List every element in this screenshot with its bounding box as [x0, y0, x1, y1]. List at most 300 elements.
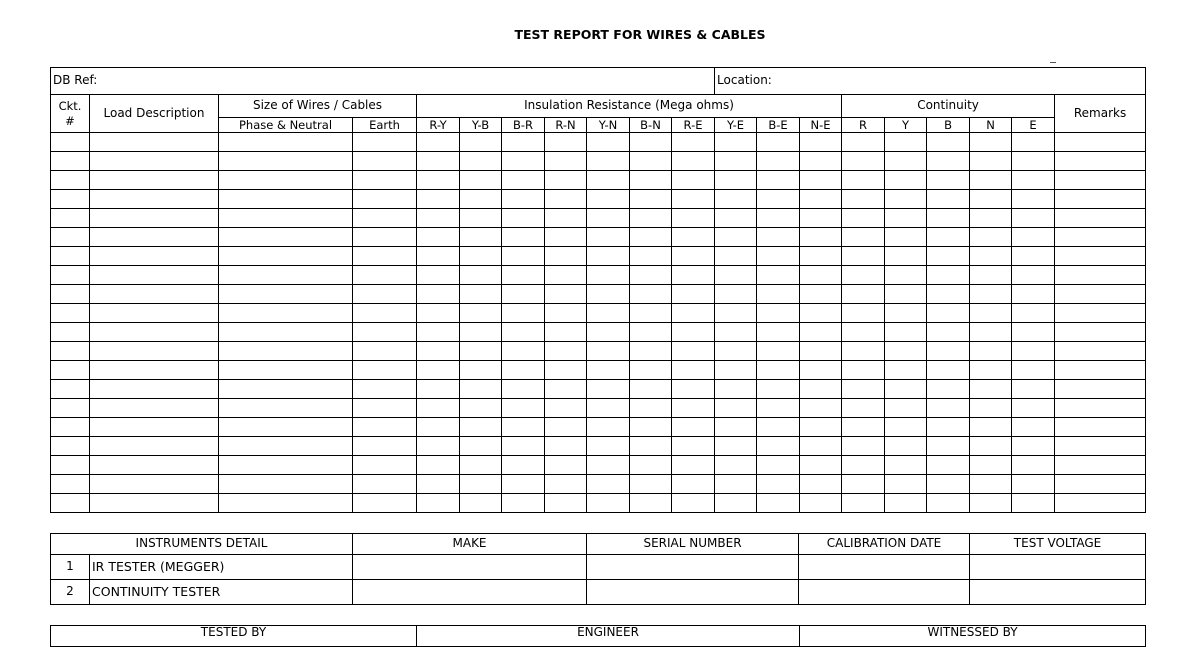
data-cell[interactable] — [927, 228, 970, 247]
data-cell[interactable] — [460, 133, 502, 152]
data-cell[interactable] — [51, 456, 90, 475]
data-cell[interactable] — [545, 399, 587, 418]
data-cell[interactable] — [672, 171, 715, 190]
data-cell[interactable] — [842, 247, 885, 266]
data-cell[interactable] — [630, 133, 672, 152]
data-cell[interactable] — [90, 285, 219, 304]
data-cell[interactable] — [630, 266, 672, 285]
data-cell[interactable] — [353, 456, 417, 475]
data-cell[interactable] — [417, 209, 460, 228]
data-cell[interactable] — [842, 437, 885, 456]
data-cell[interactable] — [502, 323, 545, 342]
data-cell[interactable] — [460, 285, 502, 304]
data-cell[interactable] — [630, 399, 672, 418]
data-cell[interactable] — [460, 304, 502, 323]
instrument-make-cell[interactable] — [353, 580, 587, 605]
data-cell[interactable] — [630, 171, 672, 190]
data-cell[interactable] — [630, 361, 672, 380]
data-cell[interactable] — [90, 399, 219, 418]
data-cell[interactable] — [417, 190, 460, 209]
data-cell[interactable] — [587, 418, 630, 437]
data-cell[interactable] — [672, 342, 715, 361]
data-cell[interactable] — [630, 323, 672, 342]
data-cell[interactable] — [51, 190, 90, 209]
data-cell[interactable] — [885, 456, 927, 475]
data-cell[interactable] — [545, 285, 587, 304]
data-cell[interactable] — [630, 494, 672, 513]
data-cell[interactable] — [715, 342, 757, 361]
data-cell[interactable] — [842, 494, 885, 513]
data-cell[interactable] — [502, 380, 545, 399]
data-cell[interactable] — [927, 380, 970, 399]
data-cell[interactable] — [715, 475, 757, 494]
data-cell[interactable] — [587, 380, 630, 399]
data-cell[interactable] — [502, 304, 545, 323]
data-cell[interactable] — [417, 228, 460, 247]
data-cell[interactable] — [672, 209, 715, 228]
data-cell[interactable] — [842, 361, 885, 380]
data-cell[interactable] — [1012, 266, 1055, 285]
instrument-calibration-cell[interactable] — [799, 580, 970, 605]
data-cell[interactable] — [1012, 380, 1055, 399]
data-cell[interactable] — [800, 437, 842, 456]
data-cell[interactable] — [1055, 133, 1146, 152]
data-cell[interactable] — [757, 266, 800, 285]
data-cell[interactable] — [460, 399, 502, 418]
data-cell[interactable] — [90, 323, 219, 342]
data-cell[interactable] — [417, 494, 460, 513]
data-cell[interactable] — [51, 475, 90, 494]
data-cell[interactable] — [715, 304, 757, 323]
data-cell[interactable] — [970, 380, 1012, 399]
data-cell[interactable] — [1012, 133, 1055, 152]
data-cell[interactable] — [800, 228, 842, 247]
data-cell[interactable] — [1055, 456, 1146, 475]
data-cell[interactable] — [417, 342, 460, 361]
data-cell[interactable] — [1012, 304, 1055, 323]
data-cell[interactable] — [630, 475, 672, 494]
location-field[interactable]: Location: — [715, 68, 1146, 95]
data-cell[interactable] — [757, 152, 800, 171]
data-cell[interactable] — [587, 190, 630, 209]
data-cell[interactable] — [502, 171, 545, 190]
data-cell[interactable] — [1055, 380, 1146, 399]
data-cell[interactable] — [842, 323, 885, 342]
data-cell[interactable] — [587, 247, 630, 266]
data-cell[interactable] — [757, 437, 800, 456]
data-cell[interactable] — [587, 399, 630, 418]
data-cell[interactable] — [970, 437, 1012, 456]
data-cell[interactable] — [353, 209, 417, 228]
data-cell[interactable] — [885, 380, 927, 399]
data-cell[interactable] — [927, 418, 970, 437]
data-cell[interactable] — [970, 133, 1012, 152]
data-cell[interactable] — [51, 152, 90, 171]
data-cell[interactable] — [800, 304, 842, 323]
data-cell[interactable] — [587, 342, 630, 361]
data-cell[interactable] — [587, 209, 630, 228]
data-cell[interactable] — [715, 285, 757, 304]
data-cell[interactable] — [842, 418, 885, 437]
data-cell[interactable] — [885, 133, 927, 152]
data-cell[interactable] — [545, 342, 587, 361]
data-cell[interactable] — [715, 133, 757, 152]
data-cell[interactable] — [1012, 228, 1055, 247]
data-cell[interactable] — [417, 399, 460, 418]
data-cell[interactable] — [90, 152, 219, 171]
data-cell[interactable] — [757, 342, 800, 361]
data-cell[interactable] — [800, 209, 842, 228]
data-cell[interactable] — [885, 418, 927, 437]
data-cell[interactable] — [353, 437, 417, 456]
data-cell[interactable] — [757, 418, 800, 437]
data-cell[interactable] — [1055, 304, 1146, 323]
data-cell[interactable] — [927, 399, 970, 418]
data-cell[interactable] — [219, 399, 353, 418]
data-cell[interactable] — [970, 342, 1012, 361]
data-cell[interactable] — [353, 266, 417, 285]
instrument-calibration-cell[interactable] — [799, 555, 970, 580]
data-cell[interactable] — [800, 494, 842, 513]
data-cell[interactable] — [502, 342, 545, 361]
data-cell[interactable] — [757, 323, 800, 342]
data-cell[interactable] — [1055, 285, 1146, 304]
data-cell[interactable] — [927, 342, 970, 361]
data-cell[interactable] — [90, 247, 219, 266]
data-cell[interactable] — [51, 247, 90, 266]
data-cell[interactable] — [757, 494, 800, 513]
data-cell[interactable] — [672, 133, 715, 152]
data-cell[interactable] — [587, 494, 630, 513]
data-cell[interactable] — [353, 152, 417, 171]
data-cell[interactable] — [927, 361, 970, 380]
data-cell[interactable] — [630, 152, 672, 171]
data-cell[interactable] — [545, 133, 587, 152]
data-cell[interactable] — [219, 475, 353, 494]
data-cell[interactable] — [587, 437, 630, 456]
data-cell[interactable] — [417, 171, 460, 190]
data-cell[interactable] — [51, 437, 90, 456]
data-cell[interactable] — [1012, 171, 1055, 190]
data-cell[interactable] — [885, 190, 927, 209]
data-cell[interactable] — [1055, 152, 1146, 171]
data-cell[interactable] — [545, 361, 587, 380]
data-cell[interactable] — [970, 399, 1012, 418]
data-cell[interactable] — [715, 190, 757, 209]
data-cell[interactable] — [630, 190, 672, 209]
data-cell[interactable] — [502, 190, 545, 209]
data-cell[interactable] — [927, 323, 970, 342]
data-cell[interactable] — [219, 247, 353, 266]
data-cell[interactable] — [970, 152, 1012, 171]
instrument-serial-cell[interactable] — [587, 580, 799, 605]
data-cell[interactable] — [715, 399, 757, 418]
data-cell[interactable] — [1055, 399, 1146, 418]
data-cell[interactable] — [927, 190, 970, 209]
data-cell[interactable] — [502, 133, 545, 152]
data-cell[interactable] — [927, 152, 970, 171]
data-cell[interactable] — [800, 190, 842, 209]
data-cell[interactable] — [885, 494, 927, 513]
data-cell[interactable] — [587, 133, 630, 152]
data-cell[interactable] — [1012, 494, 1055, 513]
data-cell[interactable] — [715, 418, 757, 437]
data-cell[interactable] — [672, 361, 715, 380]
data-cell[interactable] — [885, 209, 927, 228]
data-cell[interactable] — [353, 247, 417, 266]
data-cell[interactable] — [1012, 437, 1055, 456]
data-cell[interactable] — [1012, 456, 1055, 475]
data-cell[interactable] — [672, 380, 715, 399]
data-cell[interactable] — [219, 152, 353, 171]
data-cell[interactable] — [927, 209, 970, 228]
data-cell[interactable] — [842, 456, 885, 475]
data-cell[interactable] — [715, 361, 757, 380]
data-cell[interactable] — [800, 152, 842, 171]
data-cell[interactable] — [353, 190, 417, 209]
data-cell[interactable] — [672, 266, 715, 285]
data-cell[interactable] — [842, 399, 885, 418]
data-cell[interactable] — [757, 190, 800, 209]
data-cell[interactable] — [715, 171, 757, 190]
data-cell[interactable] — [1055, 475, 1146, 494]
data-cell[interactable] — [460, 342, 502, 361]
data-cell[interactable] — [545, 209, 587, 228]
data-cell[interactable] — [417, 456, 460, 475]
data-cell[interactable] — [1055, 190, 1146, 209]
data-cell[interactable] — [1012, 399, 1055, 418]
instrument-make-cell[interactable] — [353, 555, 587, 580]
data-cell[interactable] — [545, 380, 587, 399]
data-cell[interactable] — [885, 247, 927, 266]
data-cell[interactable] — [90, 361, 219, 380]
data-cell[interactable] — [353, 361, 417, 380]
data-cell[interactable] — [219, 342, 353, 361]
data-cell[interactable] — [219, 266, 353, 285]
data-cell[interactable] — [630, 247, 672, 266]
data-cell[interactable] — [800, 171, 842, 190]
data-cell[interactable] — [587, 475, 630, 494]
data-cell[interactable] — [630, 380, 672, 399]
data-cell[interactable] — [800, 266, 842, 285]
data-cell[interactable] — [417, 323, 460, 342]
data-cell[interactable] — [927, 475, 970, 494]
data-cell[interactable] — [90, 133, 219, 152]
data-cell[interactable] — [417, 361, 460, 380]
data-cell[interactable] — [1012, 190, 1055, 209]
data-cell[interactable] — [460, 456, 502, 475]
data-cell[interactable] — [460, 152, 502, 171]
data-cell[interactable] — [970, 209, 1012, 228]
data-cell[interactable] — [672, 247, 715, 266]
data-cell[interactable] — [842, 285, 885, 304]
data-cell[interactable] — [90, 342, 219, 361]
data-cell[interactable] — [672, 152, 715, 171]
data-cell[interactable] — [672, 190, 715, 209]
data-cell[interactable] — [842, 380, 885, 399]
data-cell[interactable] — [885, 399, 927, 418]
data-cell[interactable] — [51, 285, 90, 304]
data-cell[interactable] — [715, 323, 757, 342]
data-cell[interactable] — [502, 361, 545, 380]
data-cell[interactable] — [90, 494, 219, 513]
data-cell[interactable] — [630, 418, 672, 437]
data-cell[interactable] — [90, 418, 219, 437]
data-cell[interactable] — [460, 209, 502, 228]
data-cell[interactable] — [885, 266, 927, 285]
data-cell[interactable] — [51, 494, 90, 513]
data-cell[interactable] — [927, 171, 970, 190]
data-cell[interactable] — [51, 228, 90, 247]
data-cell[interactable] — [417, 152, 460, 171]
data-cell[interactable] — [927, 437, 970, 456]
data-cell[interactable] — [587, 456, 630, 475]
data-cell[interactable] — [90, 456, 219, 475]
data-cell[interactable] — [630, 342, 672, 361]
data-cell[interactable] — [800, 133, 842, 152]
data-cell[interactable] — [587, 152, 630, 171]
data-cell[interactable] — [800, 285, 842, 304]
data-cell[interactable] — [1055, 418, 1146, 437]
data-cell[interactable] — [353, 342, 417, 361]
data-cell[interactable] — [417, 437, 460, 456]
data-cell[interactable] — [545, 456, 587, 475]
data-cell[interactable] — [885, 285, 927, 304]
data-cell[interactable] — [417, 247, 460, 266]
data-cell[interactable] — [502, 399, 545, 418]
instrument-voltage-cell[interactable] — [970, 580, 1146, 605]
data-cell[interactable] — [353, 171, 417, 190]
data-cell[interactable] — [219, 209, 353, 228]
data-cell[interactable] — [1055, 228, 1146, 247]
data-cell[interactable] — [927, 304, 970, 323]
data-cell[interactable] — [630, 304, 672, 323]
data-cell[interactable] — [545, 247, 587, 266]
data-cell[interactable] — [545, 190, 587, 209]
data-cell[interactable] — [885, 228, 927, 247]
data-cell[interactable] — [219, 171, 353, 190]
data-cell[interactable] — [800, 399, 842, 418]
data-cell[interactable] — [460, 247, 502, 266]
data-cell[interactable] — [1055, 209, 1146, 228]
data-cell[interactable] — [885, 304, 927, 323]
data-cell[interactable] — [1055, 266, 1146, 285]
data-cell[interactable] — [587, 304, 630, 323]
data-cell[interactable] — [885, 171, 927, 190]
data-cell[interactable] — [502, 209, 545, 228]
data-cell[interactable] — [460, 437, 502, 456]
data-cell[interactable] — [353, 304, 417, 323]
data-cell[interactable] — [502, 418, 545, 437]
data-cell[interactable] — [800, 475, 842, 494]
data-cell[interactable] — [353, 418, 417, 437]
data-cell[interactable] — [417, 133, 460, 152]
data-cell[interactable] — [1012, 323, 1055, 342]
data-cell[interactable] — [587, 228, 630, 247]
data-cell[interactable] — [1055, 342, 1146, 361]
data-cell[interactable] — [672, 323, 715, 342]
data-cell[interactable] — [502, 494, 545, 513]
data-cell[interactable] — [545, 304, 587, 323]
data-cell[interactable] — [353, 475, 417, 494]
data-cell[interactable] — [502, 475, 545, 494]
data-cell[interactable] — [927, 133, 970, 152]
data-cell[interactable] — [1012, 209, 1055, 228]
data-cell[interactable] — [460, 418, 502, 437]
data-cell[interactable] — [545, 494, 587, 513]
data-cell[interactable] — [90, 209, 219, 228]
data-cell[interactable] — [757, 475, 800, 494]
data-cell[interactable] — [715, 152, 757, 171]
data-cell[interactable] — [970, 171, 1012, 190]
data-cell[interactable] — [502, 285, 545, 304]
data-cell[interactable] — [800, 456, 842, 475]
data-cell[interactable] — [545, 418, 587, 437]
data-cell[interactable] — [219, 133, 353, 152]
data-cell[interactable] — [800, 323, 842, 342]
data-cell[interactable] — [545, 228, 587, 247]
data-cell[interactable] — [970, 285, 1012, 304]
data-cell[interactable] — [219, 361, 353, 380]
data-cell[interactable] — [51, 304, 90, 323]
data-cell[interactable] — [672, 456, 715, 475]
instrument-voltage-cell[interactable] — [970, 555, 1146, 580]
data-cell[interactable] — [219, 380, 353, 399]
data-cell[interactable] — [842, 209, 885, 228]
data-cell[interactable] — [90, 190, 219, 209]
data-cell[interactable] — [417, 266, 460, 285]
data-cell[interactable] — [842, 266, 885, 285]
data-cell[interactable] — [219, 190, 353, 209]
data-cell[interactable] — [757, 171, 800, 190]
data-cell[interactable] — [545, 475, 587, 494]
data-cell[interactable] — [842, 152, 885, 171]
data-cell[interactable] — [353, 323, 417, 342]
data-cell[interactable] — [970, 304, 1012, 323]
data-cell[interactable] — [757, 285, 800, 304]
data-cell[interactable] — [842, 133, 885, 152]
data-cell[interactable] — [630, 228, 672, 247]
db-ref-field[interactable]: DB Ref: — [51, 68, 715, 95]
data-cell[interactable] — [460, 323, 502, 342]
instrument-serial-cell[interactable] — [587, 555, 799, 580]
data-cell[interactable] — [672, 399, 715, 418]
data-cell[interactable] — [630, 437, 672, 456]
data-cell[interactable] — [970, 494, 1012, 513]
data-cell[interactable] — [715, 380, 757, 399]
data-cell[interactable] — [1055, 437, 1146, 456]
data-cell[interactable] — [587, 361, 630, 380]
data-cell[interactable] — [672, 418, 715, 437]
data-cell[interactable] — [51, 399, 90, 418]
data-cell[interactable] — [630, 285, 672, 304]
data-cell[interactable] — [90, 380, 219, 399]
data-cell[interactable] — [90, 304, 219, 323]
data-cell[interactable] — [927, 494, 970, 513]
data-cell[interactable] — [970, 418, 1012, 437]
data-cell[interactable] — [51, 133, 90, 152]
data-cell[interactable] — [1012, 152, 1055, 171]
data-cell[interactable] — [502, 266, 545, 285]
data-cell[interactable] — [502, 437, 545, 456]
data-cell[interactable] — [353, 380, 417, 399]
data-cell[interactable] — [460, 228, 502, 247]
data-cell[interactable] — [219, 456, 353, 475]
data-cell[interactable] — [715, 209, 757, 228]
data-cell[interactable] — [970, 228, 1012, 247]
data-cell[interactable] — [545, 437, 587, 456]
data-cell[interactable] — [885, 323, 927, 342]
